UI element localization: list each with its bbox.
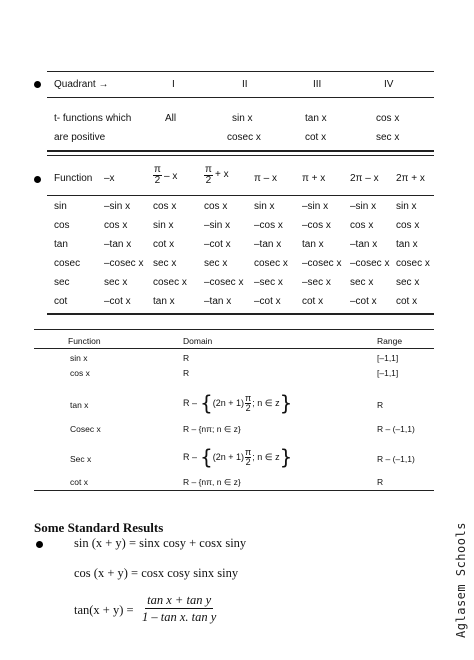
function-row-value: sin x xyxy=(153,220,174,231)
domain-row-fn: sin x xyxy=(70,353,88,363)
quadrant-table-top-rule xyxy=(47,71,434,72)
quadrant-1-label: I xyxy=(172,79,175,90)
domain-row-domain: R – {nπ; n ∈ z} xyxy=(183,424,241,434)
quadrant-header-label: Quadrant → xyxy=(54,79,109,90)
function-row-value: tan x xyxy=(153,296,175,307)
tan-sum-identity-fraction xyxy=(142,592,216,625)
function-row-value: –cot x xyxy=(254,296,281,307)
function-row-value: –cot x xyxy=(350,296,377,307)
tan-sum-identity-lhs: tan(x + y) = xyxy=(74,603,134,617)
domain-row-fn: tan x xyxy=(70,400,89,410)
domain-row-range: [–1,1] xyxy=(377,353,399,363)
function-row-value: tan x xyxy=(302,239,324,250)
domain-header-function: Function xyxy=(68,336,101,346)
function-row-value: –cosec x xyxy=(350,258,390,269)
watermark-text: Aglasem Schools xyxy=(454,521,468,638)
positive-q4-b: sec x xyxy=(376,132,400,143)
function-row-value: –tan x xyxy=(254,239,282,250)
function-row-value: sin x xyxy=(254,201,275,212)
function-row-value: –sin x xyxy=(302,201,329,212)
sin-sum-identity: sin (x + y) = sinx cosy + cosx siny xyxy=(74,536,247,550)
function-row-value: –cos x xyxy=(254,220,283,231)
function-row-value: cot x xyxy=(153,239,175,250)
function-row-value: –sec x xyxy=(254,277,283,288)
domain-row-range: R xyxy=(377,400,384,410)
function-row-name: cot xyxy=(54,296,68,307)
col-2pi-plus-x: 2π + x xyxy=(396,173,425,184)
positive-q2-b: cosec x xyxy=(227,132,261,143)
col-pi-over-2-minus-x-fraction: $\frac{\pi}{2}$ xyxy=(154,164,161,186)
domain-header-range: Range xyxy=(377,336,403,346)
domain-row-domain: R xyxy=(183,368,190,378)
quadrant-table-bottom-rule xyxy=(47,150,434,152)
function-row-value: –sin x xyxy=(204,220,231,231)
function-table-bottom-rule xyxy=(47,313,434,315)
function-row-value: –cosec x xyxy=(204,277,244,288)
function-row-value: cosec x xyxy=(153,277,187,288)
col-pi-over-2-plus-x-suffix: + x xyxy=(215,169,229,180)
function-row-value: –tan x xyxy=(350,239,378,250)
domain-row-domain: R – {nπ, n ∈ z} xyxy=(183,477,241,487)
function-row-value: cosec x xyxy=(396,258,430,269)
domain-table-top-rule xyxy=(34,329,434,330)
tan-sum-numerator: tan x + tan y xyxy=(147,593,212,607)
col-pi-minus-x: π – x xyxy=(254,173,278,184)
function-row-value: –cot x xyxy=(204,239,231,250)
bullet-icon xyxy=(34,176,41,183)
function-row-name: sec xyxy=(54,277,70,288)
domain-row-domain-expression: R – { (2n + 1) π 2 ; n ∈ z } xyxy=(183,391,293,415)
function-row-value: –tan x xyxy=(104,239,132,250)
function-row-value: cot x xyxy=(302,296,324,307)
domain-row-domain-expression: R – { (2n + 1) π 2 ; n ∈ z } xyxy=(183,445,293,469)
positive-label-line1: t- functions which xyxy=(54,113,132,124)
function-row-value: –cosec x xyxy=(302,258,342,269)
watermark xyxy=(452,512,470,647)
function-row-value: –sec x xyxy=(302,277,331,288)
domain-row-range: [–1,1] xyxy=(377,368,399,378)
domain-row-fn: cos x xyxy=(70,368,90,378)
function-row-value: sec x xyxy=(396,277,420,288)
cos-sum-identity: cos (x + y) = cosx cosy sinx siny xyxy=(74,566,239,580)
positive-q4-a: cos x xyxy=(376,113,400,124)
col-2pi-minus-x: 2π – x xyxy=(350,173,379,184)
positive-q3-a: tan x xyxy=(305,113,327,124)
quadrant-2-label: II xyxy=(242,79,248,90)
domain-row-range: R xyxy=(377,477,384,487)
domain-row-fn: Sec x xyxy=(70,454,92,464)
function-row-value: –tan x xyxy=(204,296,232,307)
function-row-value: cos x xyxy=(396,220,420,231)
function-row-value: –cosec x xyxy=(104,258,144,269)
function-row-value: sec x xyxy=(350,277,374,288)
domain-header-domain: Domain xyxy=(183,336,213,346)
standard-results-title: Some Standard Results xyxy=(34,520,164,535)
col-pi-over-2-plus-x-fraction: $\frac{\pi}{2}$ xyxy=(205,164,212,186)
function-table-header-rule xyxy=(47,195,434,196)
function-row-name: cosec xyxy=(54,258,81,269)
quadrant-4-label: IV xyxy=(384,79,394,90)
positive-label-line2: are positive xyxy=(54,132,106,143)
positive-q2-a: sin x xyxy=(232,113,253,124)
positive-q1: All xyxy=(165,113,177,124)
function-row-value: cos x xyxy=(153,201,177,212)
function-row-value: –cos x xyxy=(302,220,331,231)
function-header-label: Function xyxy=(54,173,93,184)
quadrant-table-mid-rule xyxy=(47,97,434,98)
function-row-value: sin x xyxy=(396,201,417,212)
function-row-value: sec x xyxy=(204,258,228,269)
col-neg-x: –x xyxy=(104,173,115,184)
domain-row-fn: Cosec x xyxy=(70,424,101,434)
function-row-value: –sin x xyxy=(104,201,131,212)
function-row-value: –cot x xyxy=(104,296,131,307)
domain-row-range: R – (–1,1) xyxy=(377,454,415,464)
function-row-value: –sin x xyxy=(350,201,377,212)
positive-q3-b: cot x xyxy=(305,132,327,143)
function-table-top-rule xyxy=(47,155,434,156)
col-pi-plus-x: π + x xyxy=(302,173,326,184)
bullet-icon xyxy=(34,81,41,88)
domain-table-bottom-rule xyxy=(34,490,434,491)
tan-sum-denominator: 1 – tan x. tan y xyxy=(142,610,217,624)
function-row-value: sec x xyxy=(153,258,177,269)
function-row-value: cos x xyxy=(204,201,228,212)
domain-table-header-rule xyxy=(34,348,434,349)
function-row-value: cos x xyxy=(350,220,374,231)
function-row-name: cos xyxy=(54,220,70,231)
domain-row-fn: cot x xyxy=(70,477,88,487)
function-row-value: tan x xyxy=(396,239,418,250)
function-row-name: sin xyxy=(54,201,67,212)
domain-row-domain: R xyxy=(183,353,190,363)
domain-row-range: R – (–1,1) xyxy=(377,424,415,434)
quadrant-3-label: III xyxy=(313,79,322,90)
col-pi-over-2-minus-x-suffix: – x xyxy=(164,171,178,182)
function-row-value: cot x xyxy=(396,296,418,307)
function-row-value: sec x xyxy=(104,277,128,288)
function-row-name: tan xyxy=(54,239,68,250)
function-row-value: cosec x xyxy=(254,258,288,269)
function-row-value: cos x xyxy=(104,220,128,231)
bullet-icon xyxy=(36,541,43,548)
